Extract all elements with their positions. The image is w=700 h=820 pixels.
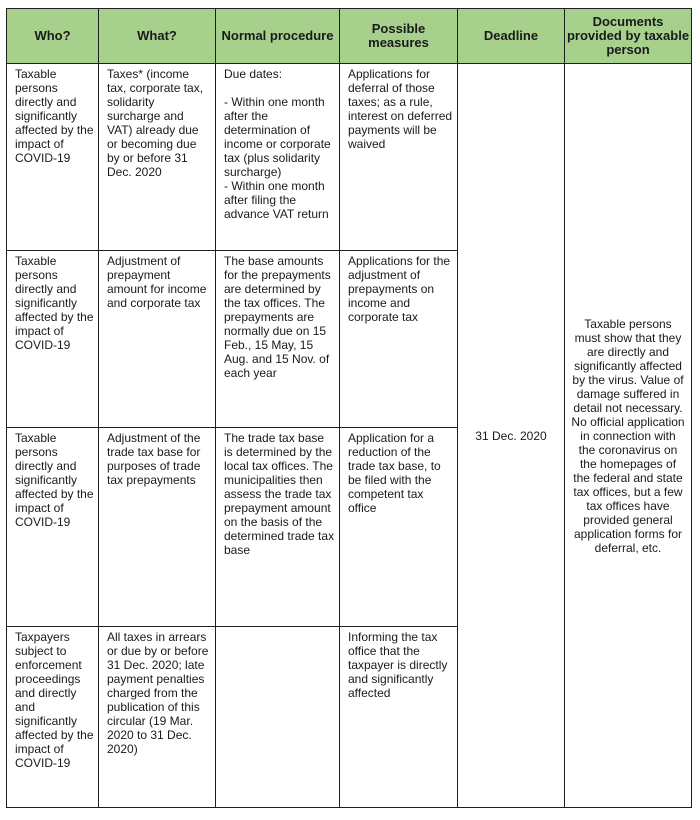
cell-text: Application for a reduction of the trade tax base, to be filed with the competent tax office [348,431,441,515]
deadline-text: 31 Dec. 2020 [475,428,547,443]
cell-possible-measures [340,428,458,627]
cell-text: Due dates: - Within one month after the determination of income or corporate tax (plus solidarity surcharge) - Within one month after filing the advance VAT return [224,67,331,221]
cell-normal-procedure [216,251,340,428]
cell-who [7,251,99,428]
header-who: Who? [7,9,99,64]
cell-who [7,64,99,251]
cell-possible-measures [340,251,458,428]
header-normal-procedure: Normal procedure [216,9,340,64]
cell-text: Taxpayers subject to enforcement proceedings and directly and significantly affected by the impact of COVID-19 [15,630,94,770]
tax-relief-table [6,8,692,808]
header-row [7,9,692,64]
cell-who [7,627,99,808]
header-deadline: Deadline [458,9,565,64]
cell-normal-procedure [216,428,340,627]
cell-what [99,251,216,428]
documents-text: Taxable persons must show that they are directly and significantly affected by the virus. Value of damage suffered in detail not necessary. No official application in connection with the coronavirus on the homepages of the federal and state tax offices, but a few tax offices have provided general application forms for deferral, etc. [571,316,685,555]
cell-who [7,428,99,627]
cell-possible-measures [340,627,458,808]
cell-possible-measures [340,64,458,251]
cell-text: Applications for deferral of those taxes; as a rule, interest on deferred payments will be waived [348,67,453,151]
cell-text: Taxable persons directly and significantly affected by the impact of COVID-19 [15,67,94,165]
header-possible-measures: Possible measures [340,9,458,64]
cell-text: Informing the tax office that the taxpayer is directly and significantly affected [348,630,448,700]
cell-text [216,627,339,630]
cell-what [99,428,216,627]
cell-text: Taxes* (income tax, corporate tax, solidarity surcharge and VAT) already due or becoming due by or before 31 Dec. 2020 [107,67,204,179]
cell-text: Adjustment of prepayment amount for income and corporate tax [107,254,207,310]
cell-text: Adjustment of the trade tax base for purposes of trade tax prepayments [107,431,201,487]
cell-what [99,627,216,808]
cell-text: The base amounts for the prepayments are determined by the tax offices. The prepayments are normally due on 15 Feb., 15 May, 15 Aug. and 15 Nov. of each year [224,254,331,380]
cell-text: All taxes in arrears or due by or before 31 Dec. 2020; late payment penalties charged from the publication of this circular (19 Mar. 2020 to 31 Dec. 2020) [107,630,209,756]
cell-deadline [458,64,565,808]
cell-normal-procedure [216,627,340,808]
header-what: What? [99,9,216,64]
cell-normal-procedure [216,64,340,251]
table-row [7,64,692,251]
cell-documents [565,64,692,808]
cell-text: Applications for the adjustment of prepayments on income and corporate tax [348,254,451,324]
cell-what [99,64,216,251]
cell-text: Taxable persons directly and significantly affected by the impact of COVID-19 [15,431,94,529]
header-documents: Documents provided by taxable person [565,9,692,64]
cell-text: Taxable persons directly and significantly affected by the impact of COVID-19 [15,254,94,352]
cell-text: The trade tax base is determined by the local tax offices. The municipalities then assess the trade tax prepayment amount on the basis of the determined trade tax base [224,431,335,557]
